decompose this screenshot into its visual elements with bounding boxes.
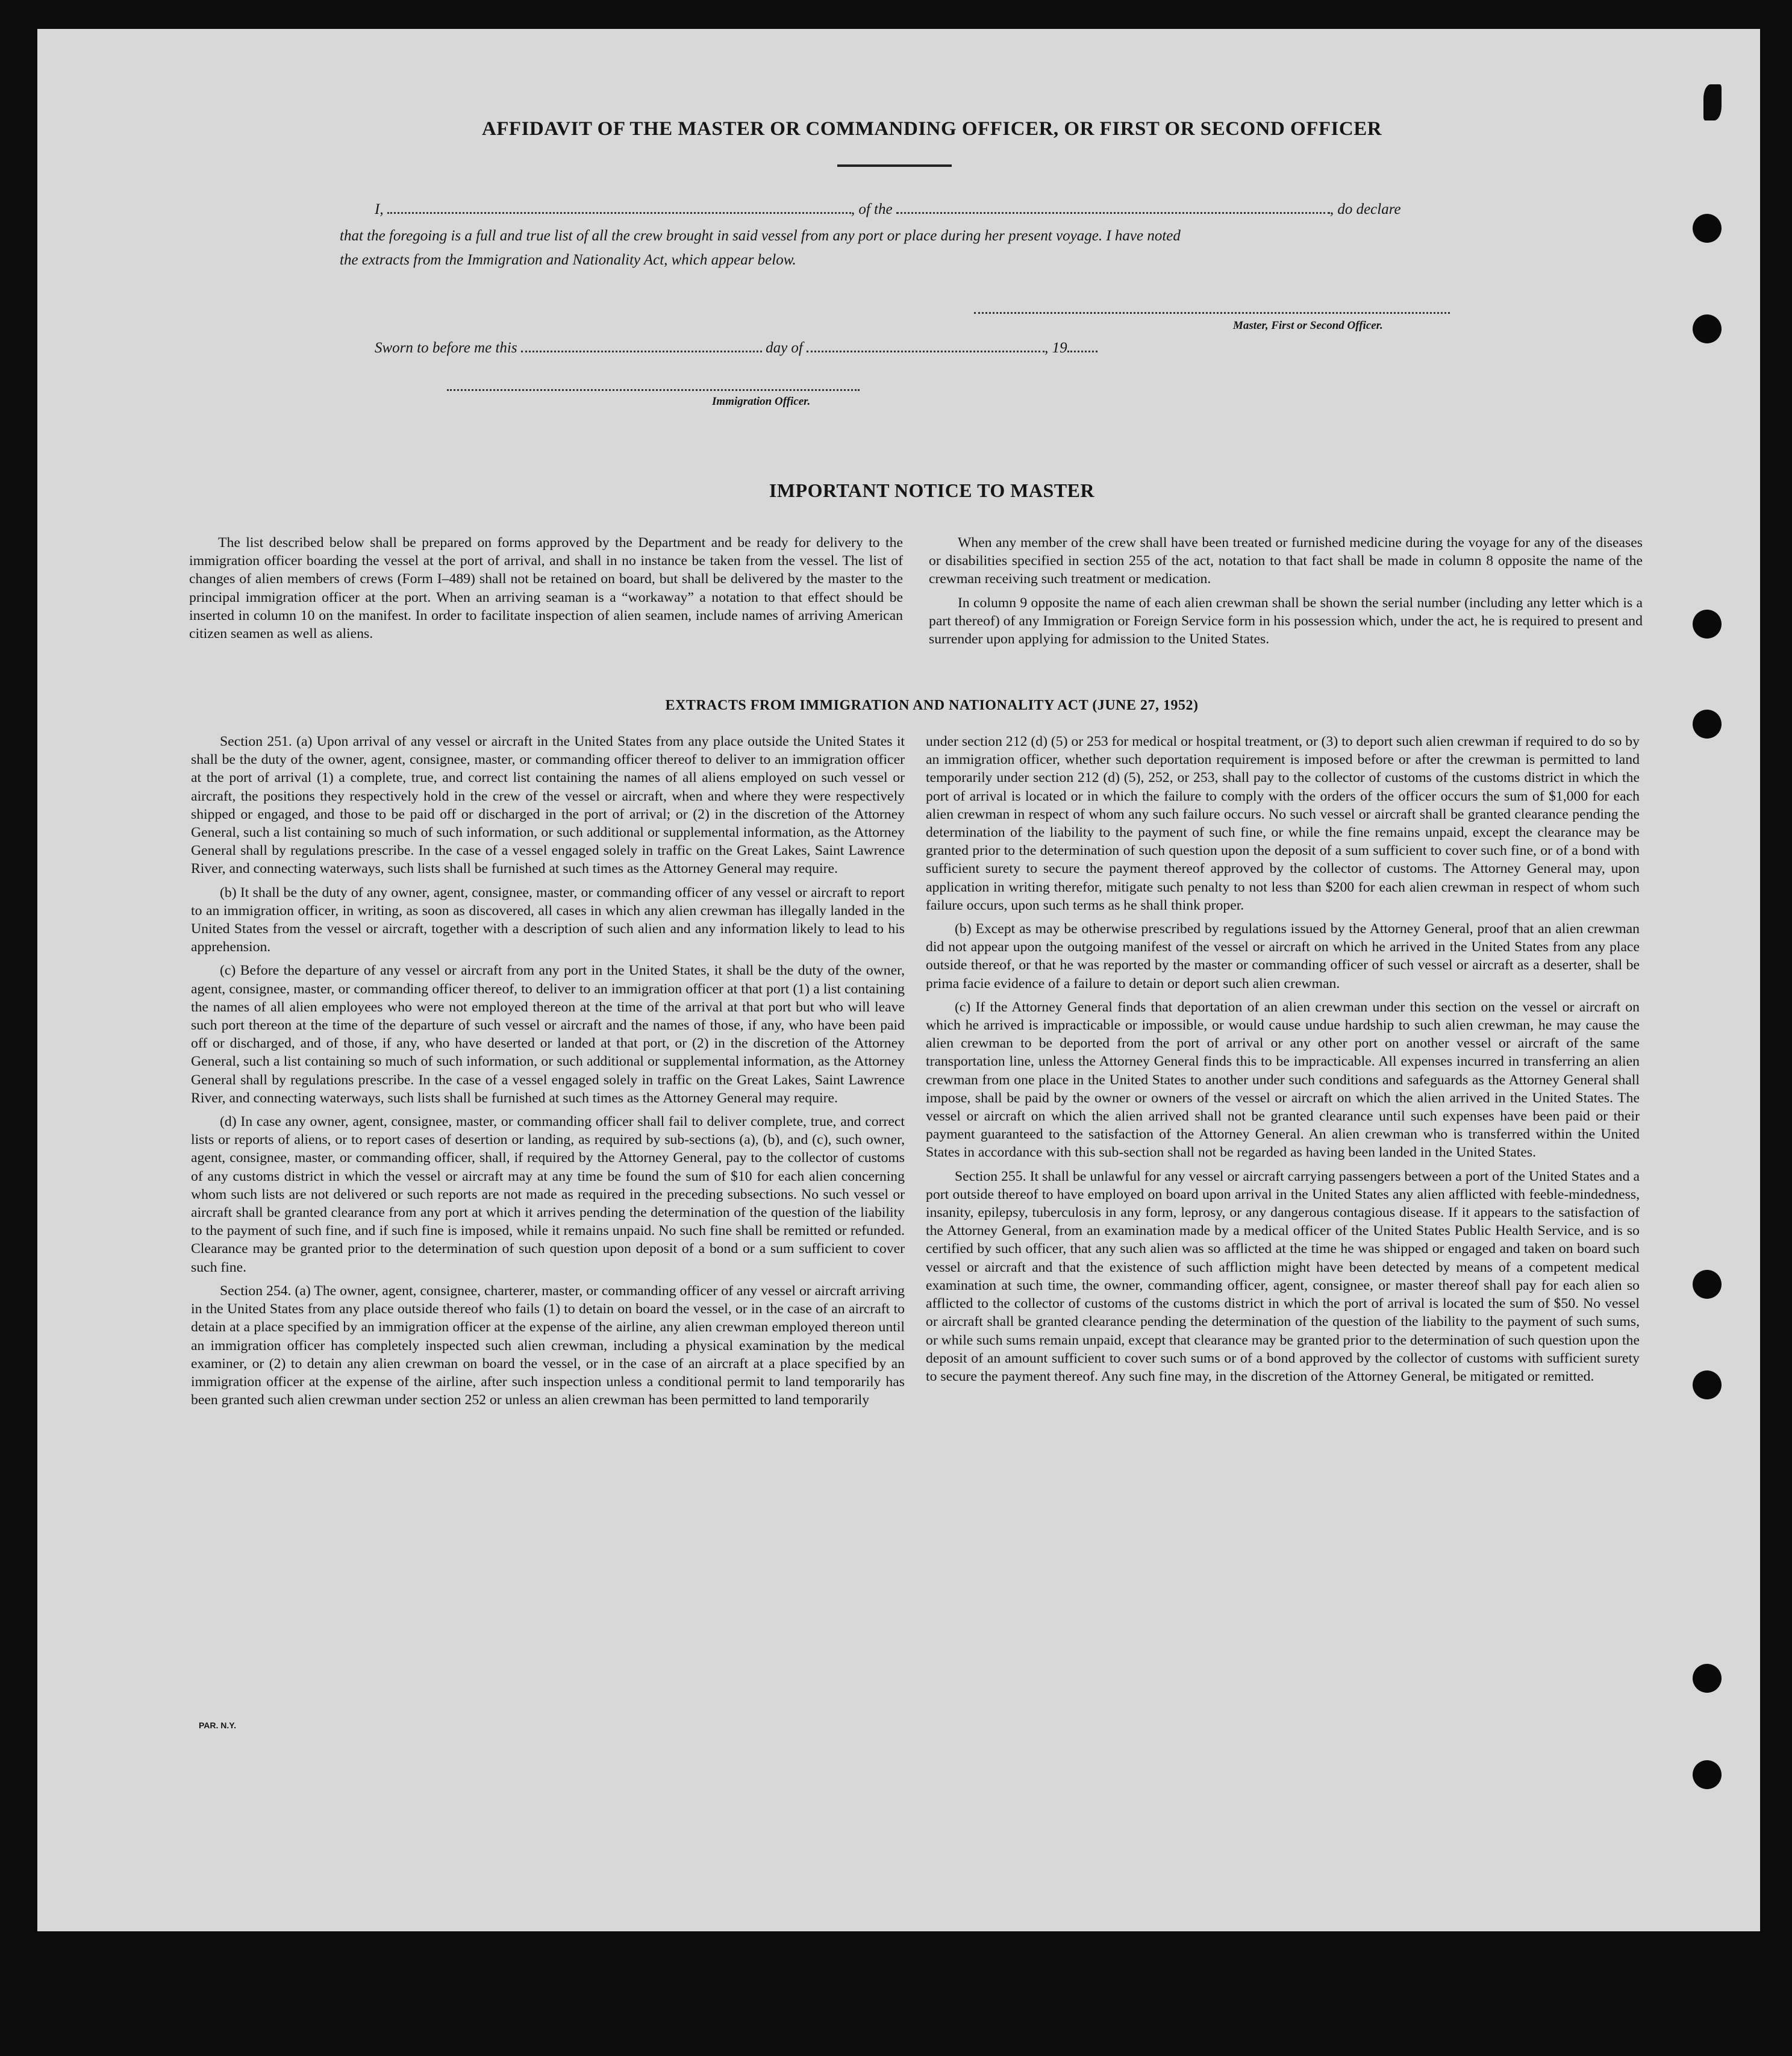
torn-edge	[1703, 84, 1722, 120]
notice-left-paragraph: The list described below shall be prepared on forms approved by the Department and be ready for delivery to the immigration officer boarding the vessel at the port of arrival, and shall in no instance be taken from the vessel. The list of changes of alien members of crews (Form I–489) shall not be retained on board, but shall be delivered by the master to the principal immigration officer at the port. When an arriving seaman is a “workaway” a notation to that effect should be inserted in column 10 on the manifest. In order to facilitate inspection of alien seamen, include names of arriving American citizen seamen as well as aliens.	[189, 535, 903, 642]
officer-signature-line	[447, 389, 860, 391]
name-blank	[387, 199, 851, 214]
binder-hole	[1693, 710, 1722, 739]
declaration-do-declare: , do declare	[1329, 201, 1401, 217]
notice-right-paragraph-1: When any member of the crew shall have been treated or furnished medicine during the voyage for any of the diseases or disabilities specified in section 255 of the act, notation to that fact shall be made in column 8 opposite the name of the crewman receiving such treatment or medication.	[929, 535, 1643, 587]
notice-title: IMPORTANT NOTICE TO MASTER	[769, 480, 1095, 501]
binder-hole	[1693, 1760, 1722, 1789]
sworn-day-blank	[521, 337, 762, 352]
extract-section-251-d: (d) In case any owner, agent, consignee, master, or commanding officer shall fail to deliver complete, true, and correct lists or reports of aliens, or to report cases of desertion or landing, as required by sub-sections (a), (b), and (c), such owner, agent, consignee, master, or commanding officer, shall, if required by the Attorney General, pay to the collector of customs of any customs district in which the vessel or aircraft may at any time be found the sum of $10 for each alien concerning whom such lists are not delivered or such reports are not made as required in the preceding subsections. No such vessel or aircraft shall be granted clearance from any port at which it arrives pending the determination of the question of the liability to the payment of such fine, and if such fine is imposed, while it remains unpaid. No such fine shall be remitted or refunded. Clearance may be granted prior to the determination of such question upon deposit of a bond or a sum sufficient to cover such fine.	[191, 1114, 905, 1275]
officer-signature-label: Immigration Officer.	[712, 395, 811, 408]
sworn-label: Sworn to before me this	[375, 340, 517, 356]
binder-hole	[1693, 1664, 1722, 1693]
extracts-title: EXTRACTS FROM IMMIGRATION AND NATIONALITY ACT (JUNE 27, 1952)	[665, 698, 1199, 713]
master-signature-label: Master, First or Second Officer.	[1233, 319, 1383, 332]
extract-section-251-c: (c) Before the departure of any vessel or aircraft from any port in the United States, it shall be the duty of the owner, agent, consignee, master, or commanding officer thereof, to deliver to an immigration officer at that port (1) a list containing the names of all alien employees who were not employed thereon at the time of the arrival at that port but who will leave such port thereon at the time of the departure of such vessel or aircraft and the names of those, if any, who have been paid off or discharged, and of those, if any, who have deserted or landed at that port, or (2) in the discretion of the Attorney General, such a list containing so much of such information, or such additional or supplemental information, as the Attorney General shall by regulations prescribe. In the case of a vessel engaged solely in traffic on the Great Lakes, Saint Lawrence River, and connecting waterways, such lists shall be furnished at such times as the Attorney General may require.	[191, 963, 905, 1106]
extract-section-254-c: (c) If the Attorney General finds that deportation of an alien crewman under this section on the vessel or aircraft on which he arrived is impracticable or impossible, or would cause undue hardship to such alien crewman, he may cause the alien crewman to be deported from the port of arrival or any other port on another vessel or aircraft of the same transportation line, unless the Attorney General finds this to be impracticable. All expenses incurred in transferring an alien crewman from one place in the United States to another under such conditions and safeguards as the Attorney General shall impose, shall be paid by the owner or owners of the vessel or aircraft on which the alien arrived in the United States. The vessel or aircraft on which the alien arrived shall not be granted clearance until such expenses have been paid or their payment guaranteed to the satisfaction of the Attorney General. An alien crewman who is transferred within the United States in accordance with this sub-section shall not be regarded as having been landed in the United States.	[926, 999, 1640, 1161]
sworn-line	[375, 337, 1278, 358]
extract-section-254-a: Section 254. (a) The owner, agent, consignee, charterer, master, or commanding officer of any vessel or aircraft arriving in the United States from any place outside thereof who fails (1) to detain on board the vessel, or in the case of an aircraft to detain at a place specified by an immigration officer at the expense of the airline, any alien crewman employed thereon until an immigration officer has completely inspected such alien crewman, including a physical examination by the medical examiner, or (2) to detain any alien crewman on board the vessel, or in the case of an aircraft at a place specified by an immigration officer at the expense of the airline, after such inspection unless a conditional permit to land temporarily has been granted such alien crewman under section 252 or unless an alien crewman has been permitted to land temporarily	[191, 1283, 905, 1408]
declaration-line-2: that the foregoing is a full and true list of all the crew brought in said vessel from any port or place during her present voyage. I have noted	[340, 228, 1181, 244]
day-of-label: day of	[766, 340, 803, 356]
binder-hole	[1693, 214, 1722, 243]
binder-hole	[1693, 610, 1722, 639]
sworn-year-blank	[1067, 337, 1097, 352]
title-rule	[837, 164, 952, 167]
affidavit-title: AFFIDAVIT OF THE MASTER OR COMMANDING OFFICER, OR FIRST OR SECOND OFFICER	[481, 118, 1382, 140]
extracts-left-column	[191, 733, 905, 1414]
binder-hole	[1693, 314, 1722, 343]
notice-left-column	[189, 534, 903, 648]
extract-section-251-b: (b) It shall be the duty of any owner, agent, consignee, master, or commanding officer of any vessel or aircraft to report to an immigration officer, in writing, as soon as discovered, all cases in which any alien crewman has illegally landed in the United States from the vessel or aircraft, together with a description of such alien and any information likely to lead to his apprehension.	[191, 884, 905, 955]
notice-right-paragraph-2: In column 9 opposite the name of each alien crewman shall be shown the serial number (including any letter which is a part thereof) of any Immigration or Foreign Service form in his possession which, under the act, he is required to present and surrender upon applying for admission to the United States.	[929, 595, 1643, 648]
printer-mark: PAR. N.Y.	[199, 1720, 236, 1730]
declaration-line-3: the extracts from the Immigration and Nationality Act, which appear below.	[340, 252, 796, 268]
form-page	[37, 29, 1760, 1931]
sworn-month-blank	[807, 337, 1044, 352]
vessel-blank	[896, 199, 1330, 214]
declaration-line-1	[375, 199, 1489, 219]
declaration-of-the: , of the	[851, 201, 893, 217]
binder-hole	[1693, 1370, 1722, 1399]
extract-section-255: Section 255. It shall be unlawful for any vessel or aircraft carrying passengers between a port of the United States and a port outside thereof to have employed on board upon arrival in the United States any alien afflicted with feeble-mindedness, insanity, epilepsy, tuberculosis in any form, leprosy, or any dangerous contagious disease. If it appears to the satisfaction of the Attorney General, from an examination made by a medical officer of the United States Public Health Service, and is so certified by such officer, that any such alien was so afflicted at the time he was shipped or engaged and taken on board such vessel or aircraft and that the existence of such affliction might have been detected by means of a competent medical examination at such time, the owner, commanding officer, agent, consignee, or master thereof shall pay for each alien so afflicted to the collector of customs of the customs district in which the port of arrival is located the sum of $50. No vessel or aircraft shall be granted clearance pending the determination of the question of the liability to the payment of such sums, or while such sums remain unpaid, except that clearance may be granted prior to the determination of such question upon the deposit of an amount sufficient to cover such sums or of a bond approved by the collector of customs with sufficient surety to secure the payment thereof. Any such fine may, in the discretion of the Attorney General, be mitigated or remitted.	[926, 1168, 1640, 1384]
extracts-right-column	[926, 733, 1640, 1391]
extract-section-251-a: Section 251. (a) Upon arrival of any vessel or aircraft in the United States from any place outside the United States it shall be the duty of the owner, agent, consignee, master, or commanding officer thereof to deliver to an immigration officer at the port of arrival (1) a complete, true, and correct list containing the names of all aliens employed on such vessel or aircraft, the positions they respectively hold in the crew of the vessel or aircraft, when and where they were respectively shipped or engaged, and those to be paid off or discharged in the port of arrival; or (2) in the discretion of the Attorney General, such a list containing so much of such information, or such additional or supplemental information, as the Attorney General shall by regulations prescribe. In the case of a vessel engaged solely in traffic on the Great Lakes, Saint Lawrence River, and connecting waterways, such lists shall be furnished at such times as the Attorney General may require.	[191, 734, 905, 877]
notice-right-column	[929, 534, 1643, 654]
extract-section-254-a-cont: under section 212 (d) (5) or 253 for medical or hospital treatment, or (3) to deport such alien crewman if required to do so by an immigration officer, whether such deportation requirement is imposed before or after the crewman is permitted to land temporarily under section 212 (d) (5), 252, or 253, shall pay to the collector of customs of the customs district in which the port of arrival is located or in which the failure to comply with the orders of the officer occurs the sum of $1,000 for each alien crewman in respect of whom any such failure occurs. No such vessel or aircraft shall be granted clearance pending the determination of the liability to the payment of such fine, or while the fine remains unpaid, except the clearance may be granted prior to the determination of such question upon the deposit of a sum sufficient to cover such fine, or of a bond with sufficient surety to secure the payment thereof approved by the collector of customs. The Attorney General may, upon application in writing therefor, mitigate such penalty to not less than $200 for each alien crewman in respect of whom such failure occurs, upon such terms as he shall think proper.	[926, 734, 1640, 913]
master-signature-line	[974, 312, 1450, 314]
year-label: , 19	[1044, 340, 1067, 356]
declaration-i: I,	[375, 201, 384, 217]
extract-section-254-b: (b) Except as may be otherwise prescribed by regulations issued by the Attorney General, proof that an alien crewman did not appear upon the outgoing manifest of the vessel or aircraft on which he arrived in the United States from any place outside thereof, or that he was reported by the master or commanding officer of such vessel or aircraft as a deserter, shall be prima facie evidence of a failure to detain or deport such alien crewman.	[926, 921, 1640, 992]
binder-hole	[1693, 1270, 1722, 1299]
